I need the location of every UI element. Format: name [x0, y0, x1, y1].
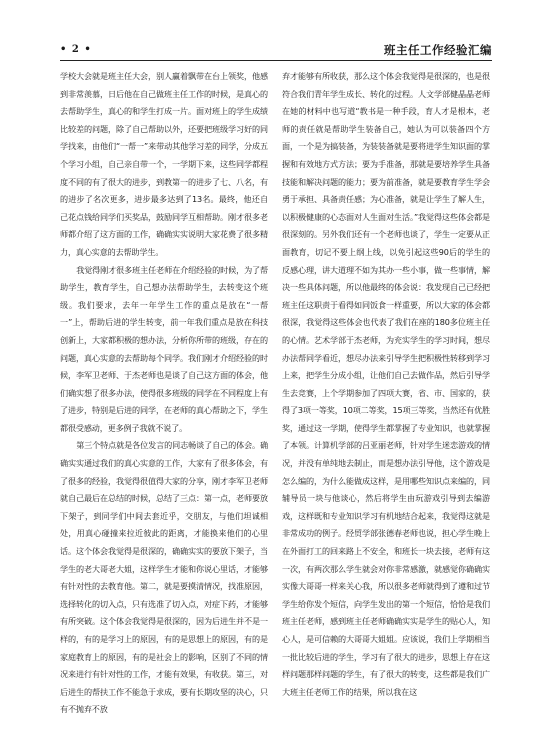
- left-text-column: [60, 68, 268, 740]
- paragraph: 第三个特点就是各位发言的同志畅谈了自己的体会。确确实实通过我们的真心实意的工作，大家有了很多体会，有了很多的经验，我觉得很值得大家的分享，刚才李军卫老师就自己最后在总结的时候，总结了三点：第一点，老师要放下架子，到同学们中间去套近乎，交朋友，与他们坦诚相处，用真心碰撞来拉近彼此的距离，才能换来他们的心里话。这个体会我觉得是很深的，确确实实的要放下架子，当学生的老大哥老大姐，这样学生才能和你说心里话，才能够有针对性的去教育他。第二，就是要摸清情况，找准原因，选择转化的切入点，只有选准了切入点，对症下药，才能够有所突破。这个体会我觉得是很深的，因为后进生并不是一样的，有的是学习上的原因，有的是思想上的原因，有的是家庭教育上的原因，有的是社会上的影响，区别了不同的情况来进行有针对性的工作，才能有效果，有收获。第三，对后进生的帮扶工作不能急于求成，要有长期攻坚的决心，只有不抛弃不放: [60, 440, 268, 715]
- paragraph: 弃才能够有所收获，那么这个体会我觉得是很深的，也是很符合我们青年学生成长、转化的过程。人文学部健晶晶老师在她的材料中也写道“教书是一种手段，育人才是根本，老师的责任就是帮助学生装备自己，她认为可以装备四个方面，一个是为搞装备，为装装备就是要将进学生知识面的掌握和有效地方式方法；要为手准备，那就是要培养学生具备技能和解决问题的能力；要为前准备，就是要教育学生学会勇于承担、具备责任感；为心准备，就是让学生了解人生，以积极健康的心态面对人生面对生活。”我觉得这些体会都是很深刻的。另外我们还有一个老师也谈了，学生一定要从正面教育，切记不要上纲上线，以免引起这些90后的学生的反感心理，讲大道理不如为其办一些小事，做一些事情，解决一些具体问题，所以他最终的体会说：我发现自己已经把班主任这职责于看得如同饭食一样重要，所以大家的体会都很深，我觉得这些体会也代表了我们在座的180多位班主任的心情。艺术学部于杰老师，为充实学生的学习时间，想尽办法帮同学看近，想尽办法来引导学生把积极性转移到学习上来，把学生分成小组，让他们自己去做作品，然后引导学生去竞赛，上个学期参加了四项大赛，省、市、国家的，获得了3项一等奖，10项二等奖，15项三等奖，当然还有优胜奖，通过这一学期，使得学生都掌握了专业知识，也就掌握了本领。计算机学部的吕亚丽老师，针对学生迷恋游戏的情况，并没有单纯地去制止，而是想办法引导他，这个游戏是怎么编的，为什么能做成这样，是用哪些知识点来编的，同辅导员一块与他谈心，然后将学生由玩游戏引导到去编游戏，这样既和专业知识学习有机地结合起来，我觉得这就是非常成功的例子。经贸学部张德春老师也说，担心学生晚上在外面打工的回来路上不安全，和班长一块去接，老师有这一次，有两次那么学生就会对你非常感激，就感觉你确确实实像大哥哥一样来关心我，所以很多老师就得到了遵和过节学生给你发个短信，向学生发出的第一个短信，恰恰是我们班主任老师，感到班主任老师确确实实是学生的贴心人，知心人，是可信赖的大哥哥大姐姐。应该说，我们上学期相当一批比较后进的学生，学习有了很大的进步，思想上存在这样问题那样问题的学生，有了很大的转变，这些都是我们广大班主任老师工作的结果，所以我在这: [282, 71, 490, 697]
- paragraph: 学校大会就是班主任大会，别人赢着飘带在台上领奖，他感到非常羡慕，日后他在自己做班主任工作的时候，是真心的去帮助学生，真心的和学生打成一片。面对班上的学生成绩比较差的问题，除了自己帮助以外，还要把班级学习好的同学找来，由他们“一帮一”来带动其他学习差的同学，分成五个学习小组，自己亲自带一个，一学期下来，这些同学都程度不同的有了很大的进步，到教第一的进步了七、八名，有的进步了名次更多，进步最多达到了13名。最终，他还自己花点钱给同学们买奖品，鼓励同学互相帮助。刚才很多老师都介绍了这方面的工作，确确实实说明大家花费了很多精力，真心实意的去帮助学生。: [60, 71, 268, 257]
- page-number: • 2 •: [60, 44, 92, 55]
- right-text-column: [282, 68, 490, 740]
- paragraph: 我觉得刚才很多班主任老师在介绍经验的时候，为了帮助学生，教育学生，自己想办法帮助学生，去转变这个班级。我们要求，去年一年学生工作的重点是放在“一帮一”上，帮助后进的学生转变，前一年我们重点是放在科技创新上，大家都积极的想办法，分析你所带的班级，存在的问题，真心实意的去帮助每个同学。我们刚才介绍经验的时候，李军卫老师、于杰老师也是谈了自己这方面的体会，他们确实想了很多办法，使得很多班级的同学在不同程度上有了进步，特别是后进的同学，在老师的真心帮助之下，学生都很受感动，更多例子我就不说了。: [60, 264, 268, 433]
- publication-title: 班主任工作经验汇编: [384, 43, 492, 57]
- header-rule: [60, 60, 492, 61]
- running-header: [60, 44, 492, 60]
